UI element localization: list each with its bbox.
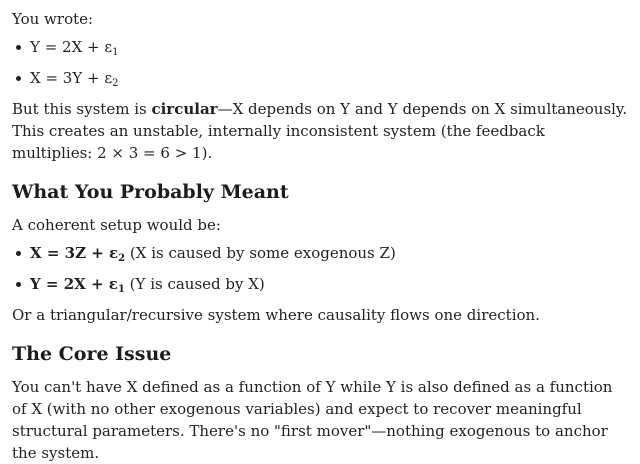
circular-text-before: But this system is <box>12 100 152 118</box>
equation-x-item <box>12 67 628 89</box>
original-equations-list <box>12 36 628 89</box>
subscript-value: 1 <box>117 284 125 295</box>
equation-lhs: Y <box>30 38 40 56</box>
circular-text-after: —X depends on Y and Y depends on X simultaneously. This creates an unstable, internally inconsistent system (the feedback multiplies: 2 × 3 = 6 > 1). <box>12 100 628 162</box>
equation-subscript: 1 <box>112 47 119 58</box>
coherent-equation-x-item <box>12 242 628 264</box>
equation-bold: Y = 2X + ε <box>30 275 118 293</box>
section-heading-core-issue: The Core Issue <box>12 343 172 365</box>
coherent-equation-y-item <box>12 273 628 295</box>
equation-lhs: X <box>30 69 41 87</box>
equation-explanation: (Y is caused by X) <box>124 275 265 293</box>
core-issue-paragraph: You can't have X defined as a function of Y while Y is also defined as a function of X (with no other exogenous variables) and expect to recover meaningful structural parameters. There's no "first mover"—nothing exogenous to anchor the system. <box>12 378 613 462</box>
coherent-setup-lead: A coherent setup would be: <box>12 216 221 234</box>
equation-subscript: 2 <box>112 78 119 89</box>
intro-text: You wrote: <box>12 10 94 28</box>
alternative-paragraph: Or a triangular/recursive system where causality flows one direction. <box>12 306 540 324</box>
coherent-equations-list <box>12 242 628 295</box>
equation-rhs: = 2X + ε <box>44 38 113 56</box>
subscript-value: 2 <box>118 253 126 264</box>
equation-explanation: (X is caused by some exogenous Z) <box>125 244 396 262</box>
circular-paragraph <box>12 98 628 164</box>
section-heading-probably-meant: What You Probably Meant <box>12 181 289 203</box>
equation-y-item <box>12 36 628 58</box>
circular-emphasis: circular <box>151 100 218 118</box>
equation-subscript <box>118 284 125 295</box>
equation-bold: X = 3Z + ε <box>30 244 119 262</box>
equation-rhs: = 3Y + ε <box>45 69 113 87</box>
